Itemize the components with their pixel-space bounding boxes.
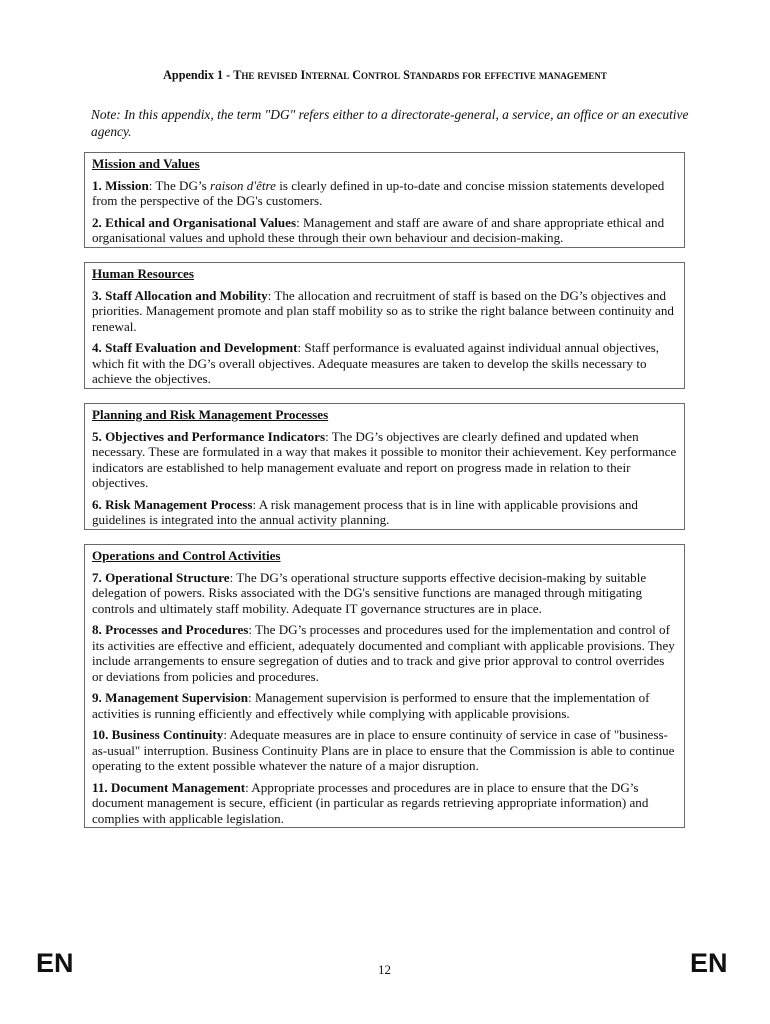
standard-text: : Appropriate processes and procedures are in place to ensure that the DG’s document management is secure, efficient (in particular as regards retrieving appropriate information) and complies with applicable legislation. <box>92 779 649 826</box>
standard-label: 4. Staff Evaluation and Development <box>92 340 298 355</box>
standard-text: : Management and staff are aware of and share appropriate ethical and organisational values and uphold these through their own behaviour and decision-making. <box>92 214 665 245</box>
page-title <box>0 68 770 83</box>
standard-label: 6. Risk Management Process <box>92 496 253 512</box>
standard-4-staff-evaluation <box>92 340 678 387</box>
standard-label: 3. Staff Allocation and Mobility <box>92 287 268 303</box>
standard-label: 8. Processes and Procedures <box>92 622 249 637</box>
standard-11-document-management <box>92 780 678 827</box>
standard-label: 10. Business Continuity <box>92 727 224 742</box>
section-human-resources <box>84 262 685 389</box>
standard-text: : The DG’s processes and procedures used for the implementation and control of its activities are effective and efficient, adequately documented and compliant with applicable provisions. They include arrangements to ensure segregation of duties and to track and give prior approval to control overrides or deviations from policies and procedures. <box>92 622 675 684</box>
section-heading: Planning and Risk Management Processes <box>92 407 329 422</box>
standard-text: is clearly defined in up-to-date and concise mission statements developed from the perspective of the DG's customers. <box>92 177 665 208</box>
standard-3-staff-allocation <box>92 288 678 335</box>
standard-9-management-supervision <box>92 690 678 721</box>
standard-7-operational-structure <box>92 570 678 617</box>
standard-label: 2. Ethical and Organisational Values <box>92 214 297 230</box>
standard-text: : The allocation and recruitment of staff is based on the DG’s objectives and priorities. Management promote and plan staff mobility so as to strike the right balance between continuity and renewal. <box>92 287 674 334</box>
standard-8-processes-procedures <box>92 622 678 684</box>
title-text: The revised Internal Control Standards for effective management <box>233 68 607 82</box>
standard-text: : The DG’s operational structure supports effective decision-making by suitable delegation of powers. Risks associated with the DG's sensitive functions are managed through mitigating controls and ultimately staff mobility. Adequate IT governance structures are in place. <box>92 569 647 616</box>
standard-1-mission <box>92 178 678 209</box>
section-heading: Mission and Values <box>92 156 200 171</box>
standard-text: : Management supervision is performed to ensure that the implementation of activities is running efficiently and effectively while complying with applicable provisions. <box>92 690 650 721</box>
standard-label: 5. Objectives and Performance Indicators <box>92 428 326 444</box>
standard-text: : A risk management process that is in line with applicable provisions and guidelines is integrated into the annual activity planning. <box>92 496 638 527</box>
footer-language-right: EN <box>690 948 728 978</box>
section-planning-risk <box>84 403 685 530</box>
section-operations-control <box>84 544 685 828</box>
standard-italic-text: raison d'être <box>209 177 276 193</box>
section-mission-values <box>84 152 685 248</box>
standard-label: 11. Document Management <box>92 779 246 795</box>
title-prefix: Appendix 1 - <box>163 68 234 82</box>
standard-label: 7. Operational Structure <box>92 569 230 585</box>
standard-text: : Adequate measures are in place to ensure continuity of service in case of "business-as-usual" interruption. Business Continuity Plans are in place to ensure that the Commission is able to continue operating to the extent possible whatever the nature of a major disruption. <box>92 727 675 773</box>
appendix-note: Note: In this appendix, the term "DG" refers either to a directorate-general, a service, an office or an executive agency. <box>91 107 689 139</box>
standard-label: 1. Mission <box>92 177 149 193</box>
standard-text: : The DG’s <box>148 177 210 193</box>
standard-5-objectives <box>92 429 678 491</box>
section-heading: Operations and Control Activities <box>92 548 281 563</box>
section-heading: Human Resources <box>92 266 194 281</box>
page-number: 12 <box>378 962 391 977</box>
standard-label: 9. Management Supervision <box>92 690 249 705</box>
standard-10-business-continuity <box>92 727 678 774</box>
standard-6-risk-management <box>92 497 678 528</box>
standard-2-ethical-values <box>92 215 678 246</box>
footer-language-left: EN <box>36 948 74 978</box>
standard-text: : The DG’s objectives are clearly defined and updated when necessary. These are formulated in a way that makes it possible to monitor their achievement. Key performance indicators are established to help management evaluate and report on progress made in relation to their objectives. <box>92 428 677 490</box>
standard-text: : Staff performance is evaluated against individual annual objectives, which fit with the DG’s overall objectives. Adequate measures are taken to develop the skills necessary to achieve the objectives. <box>92 340 660 386</box>
